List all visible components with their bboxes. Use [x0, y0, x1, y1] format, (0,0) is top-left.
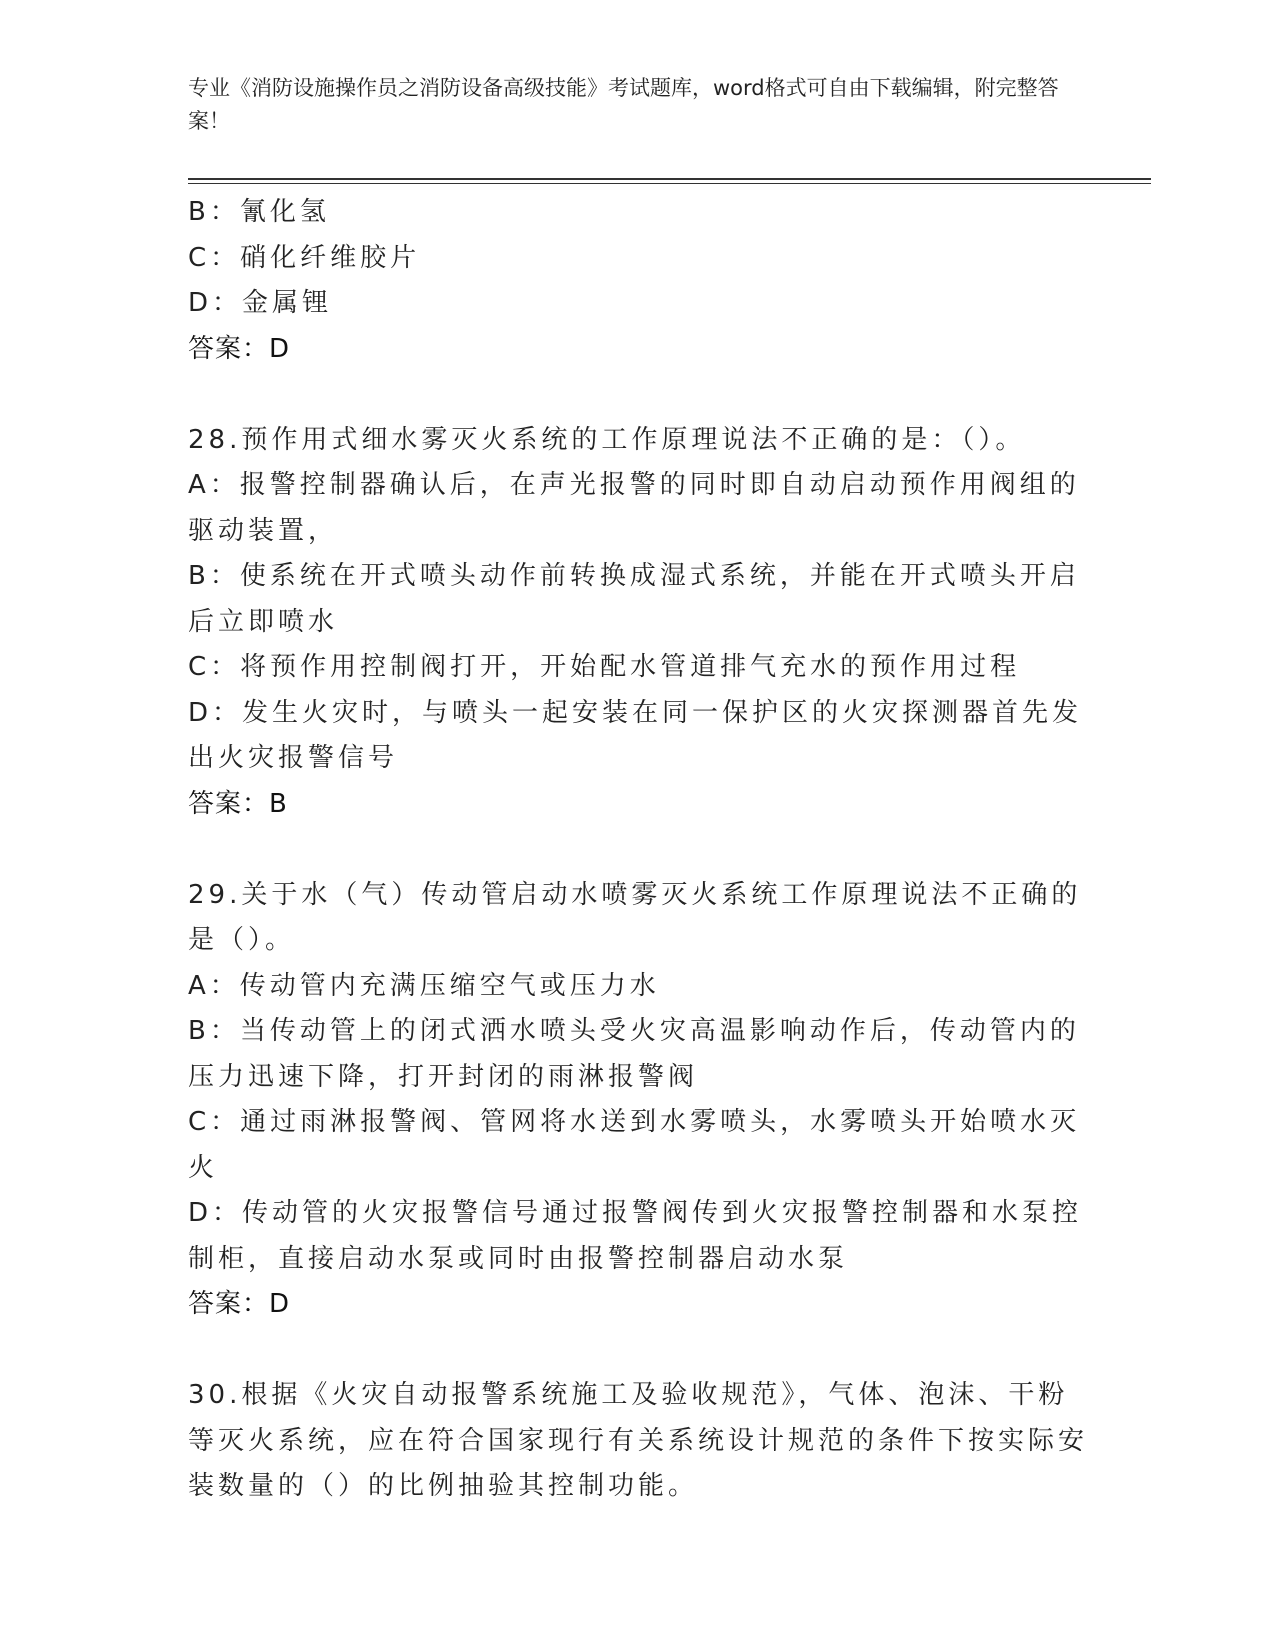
- answer: 答案：D: [188, 1289, 291, 1319]
- question-28: [188, 418, 1088, 828]
- option-b: B：当传动管上的闭式洒水喷头受火灾高温影响动作后，传动管内的压力迅速下降，打开封闭的雨淋报警阀: [188, 1016, 1080, 1092]
- option-a: A：报警控制器确认后，在声光报警的同时即自动启动预作用阀组的驱动装置，: [188, 470, 1080, 546]
- option-a: A：传动管内充满压缩空气或压力水: [188, 970, 660, 1001]
- spacer: [188, 1328, 1088, 1374]
- option-d: D：传动管的火灾报警信号通过报警阀传到火灾报警控制器和水泵控制柜，直接启动水泵或同时由报警控制器启动水泵: [188, 1198, 1083, 1274]
- question-stem: 30.根据《火灾自动报警系统施工及验收规范》，气体、泡沫、干粉等灭火系统，应在符合国家现行有关系统设计规范的条件下按实际安装数量的（）的比例抽验其控制功能。: [188, 1380, 1089, 1501]
- spacer: [188, 372, 1088, 418]
- option-d: D：发生火灾时，与喷头一起安装在同一保护区的火灾探测器首先发出火灾报警信号: [188, 697, 1083, 773]
- question-29: [188, 873, 1088, 1328]
- header-divider-thin: [188, 183, 1151, 184]
- question-list: [188, 190, 1088, 1510]
- page-header: 专业《消防设施操作员之消防设备高级技能》考试题库，word格式可自由下载编辑，附完整答案！: [188, 76, 1059, 133]
- option-c: C：通过雨淋报警阀、管网将水送到水雾喷头，水雾喷头开始喷水灭火: [188, 1107, 1081, 1183]
- option-b: B：氰化氢: [188, 197, 330, 227]
- option-b: B：使系统在开式喷头动作前转换成湿式系统，并能在开式喷头开启后立即喷水: [188, 561, 1080, 637]
- answer: 答案：B: [188, 788, 288, 819]
- option-c: C：将预作用控制阀打开，开始配水管道排气充水的预作用过程: [188, 652, 1021, 682]
- question-27-continued: [188, 190, 1088, 372]
- option-c: C：硝化纤维胶片: [188, 242, 421, 273]
- question-30: [188, 1373, 1088, 1510]
- question-stem: 29.关于水（气）传动管启动水喷雾灭火系统工作原理说法不正确的是（）。: [188, 879, 1082, 955]
- option-d: D：金属锂: [188, 288, 333, 318]
- header-divider-thick: [188, 178, 1151, 180]
- answer: 答案：D: [188, 333, 291, 364]
- spacer: [188, 827, 1088, 873]
- question-stem: 28.预作用式细水雾灭火系统的工作原理说法不正确的是：（）。: [188, 424, 1026, 455]
